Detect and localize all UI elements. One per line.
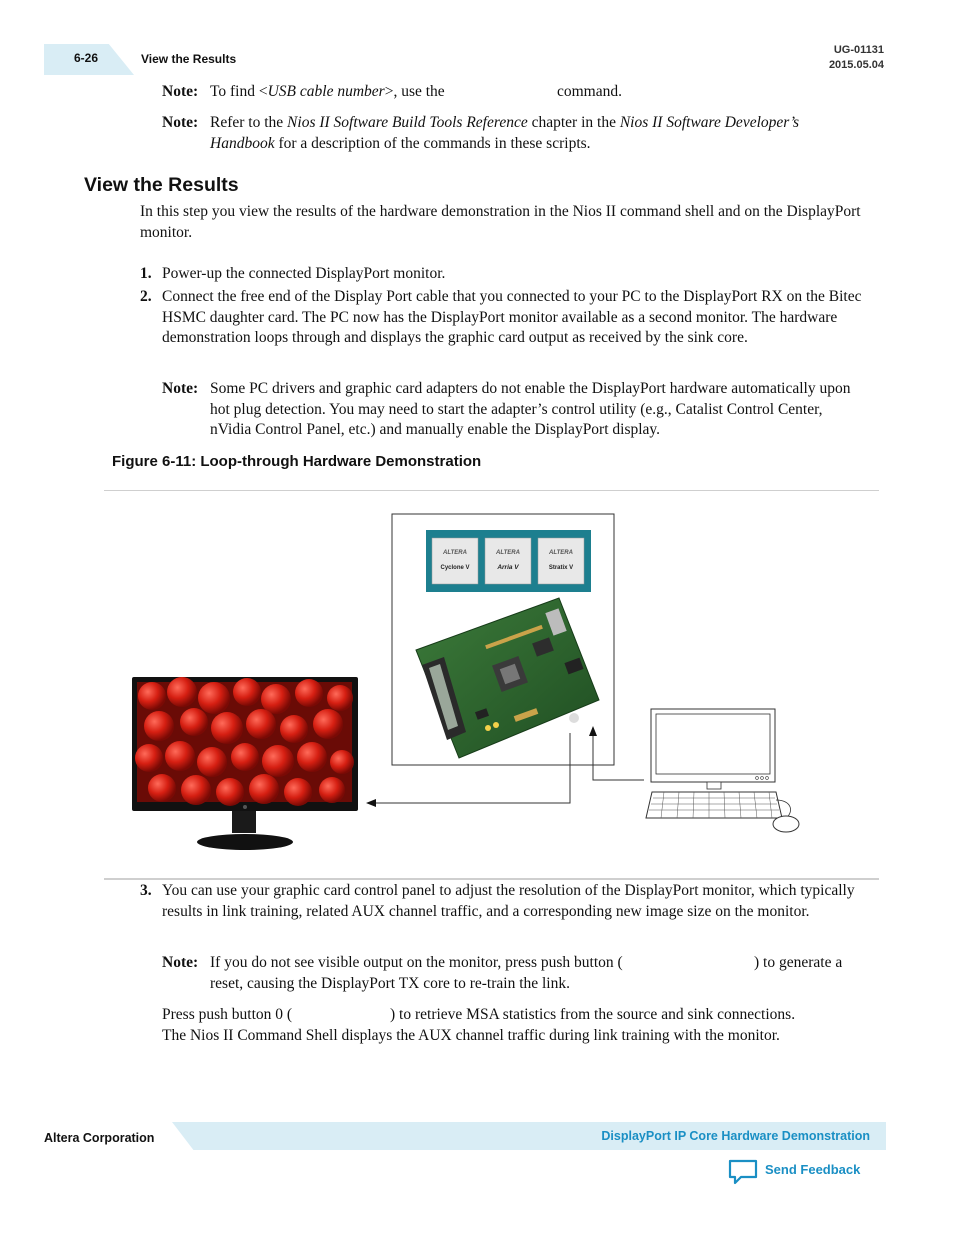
note-build-tools <box>162 113 862 154</box>
figure-bottom-rule <box>104 878 879 880</box>
connection-lines <box>374 733 644 803</box>
step-2 <box>140 287 865 349</box>
pc-computer <box>646 709 799 832</box>
footer-company: Altera Corporation <box>44 1131 155 1145</box>
pc-keyboard <box>646 792 782 818</box>
note-label: Note: <box>162 83 199 100</box>
header-doc-info <box>829 43 884 73</box>
note-drivers <box>162 379 862 441</box>
feedback-icon[interactable] <box>727 1158 759 1186</box>
arrow-left-to-monitor <box>366 799 376 807</box>
monitor-base <box>197 834 293 850</box>
chip-family-label: Arria V <box>497 564 519 571</box>
send-feedback-link[interactable]: Send Feedback <box>765 1162 861 1177</box>
step-number: 2. <box>140 288 152 305</box>
page-number: 6-26 <box>74 51 99 65</box>
development-board-image <box>416 598 599 758</box>
chip-family-label: Cyclone V <box>440 565 470 571</box>
chip-brand-label: ALTERA <box>549 550 573 556</box>
chip-cyclone <box>432 538 478 584</box>
note-reset-post-first: ) to generate a <box>754 954 843 971</box>
note1-post: command. <box>557 83 622 100</box>
step-3 <box>140 881 865 922</box>
chip-stratix <box>538 538 584 584</box>
pc-monitor-screen <box>656 714 770 774</box>
step-text: Power-up the connected DisplayPort monitor. <box>162 265 446 282</box>
para-line1-pre: Press push button 0 ( <box>162 1006 293 1023</box>
para-line1-post: ) to retrieve MSA statistics from the source and sink connections. <box>390 1006 796 1023</box>
doc-date: 2015.05.04 <box>828 59 884 71</box>
loop-through-diagram <box>104 500 879 875</box>
para-msa-statistics <box>162 1005 862 1046</box>
note-reset-post: reset, causing the DisplayPort TX core to re-train the link. <box>210 974 570 992</box>
figure-caption: Figure 6-11: Loop-through Hardware Demonstration <box>112 453 482 470</box>
pc-to-board-cable <box>593 734 644 780</box>
note2-italic-1: Nios II Software Build Tools Reference <box>287 114 528 131</box>
para-line2: The Nios II Command Shell displays the AUX channel traffic during link training with the monitor. <box>162 1026 780 1044</box>
note1-italic: USB cable number <box>267 83 385 100</box>
doc-id: UG-01131 <box>833 44 884 56</box>
note2-mid: chapter in the <box>527 114 620 131</box>
note-reset <box>162 953 862 994</box>
note-text: Some PC drivers and graphic card adapters do not enable the DisplayPort hardware automatically upon hot plug detection. You may need to start the adapter’s control utility (e.g., Catalist Control Center, nVidia Control Panel, etc.) and manually enable the DisplayPort display. <box>210 380 851 438</box>
note-label: Note: <box>162 380 199 397</box>
chip-brand-label: ALTERA <box>496 550 520 556</box>
footer-doc-title-link[interactable]: DisplayPort IP Core Hardware Demonstration <box>601 1129 870 1143</box>
note1-pre: To find < <box>210 83 268 100</box>
step-text: Connect the free end of the Display Port cable that you connected to your PC to the DisplayPort RX on the Bitec HSMC daughter card. The PC now has the DisplayPort monitor available as a second monitor. The hardware demonstration loops through and displays the graphic card output as received by the sink core. <box>162 288 862 346</box>
header-section-title: View the Results <box>141 52 237 66</box>
note-label: Note: <box>162 954 199 971</box>
arrow-up-to-board <box>589 726 597 736</box>
step-1 <box>140 264 865 285</box>
step-number: 1. <box>140 265 152 282</box>
chip-family-label: Stratix V <box>548 565 574 571</box>
note-label: Note: <box>162 114 199 131</box>
displayport-monitor <box>132 677 358 850</box>
note-reset-pre: If you do not see visible output on the monitor, press push button ( <box>210 954 623 971</box>
note2-italic-2: Nios II Software Developer’s Handbook <box>210 114 800 152</box>
step-text: You can use your graphic card control panel to adjust the resolution of the DisplayPort monitor, which typically results in link training, related AUX channel traffic, and a corresponding new image size on the monitor. <box>162 882 855 920</box>
note-usb-cable <box>162 82 862 103</box>
figure-top-rule <box>104 490 879 491</box>
section-intro: In this step you view the results of the hardware demonstration in the Nios II command shell and on the DisplayPort monitor. <box>140 203 861 241</box>
note1-mid: >, use the <box>384 83 445 100</box>
chip-arria <box>485 538 531 584</box>
pc-mouse <box>773 816 799 832</box>
note2-post: for a description of the commands in these scripts. <box>274 134 591 152</box>
fpga-chip-banner <box>426 530 591 592</box>
section-heading: View the Results <box>84 174 239 196</box>
chip-brand-label: ALTERA <box>443 550 467 556</box>
monitor-neck <box>232 811 256 833</box>
note2-pre: Refer to the <box>210 114 288 131</box>
step-number: 3. <box>140 882 152 899</box>
